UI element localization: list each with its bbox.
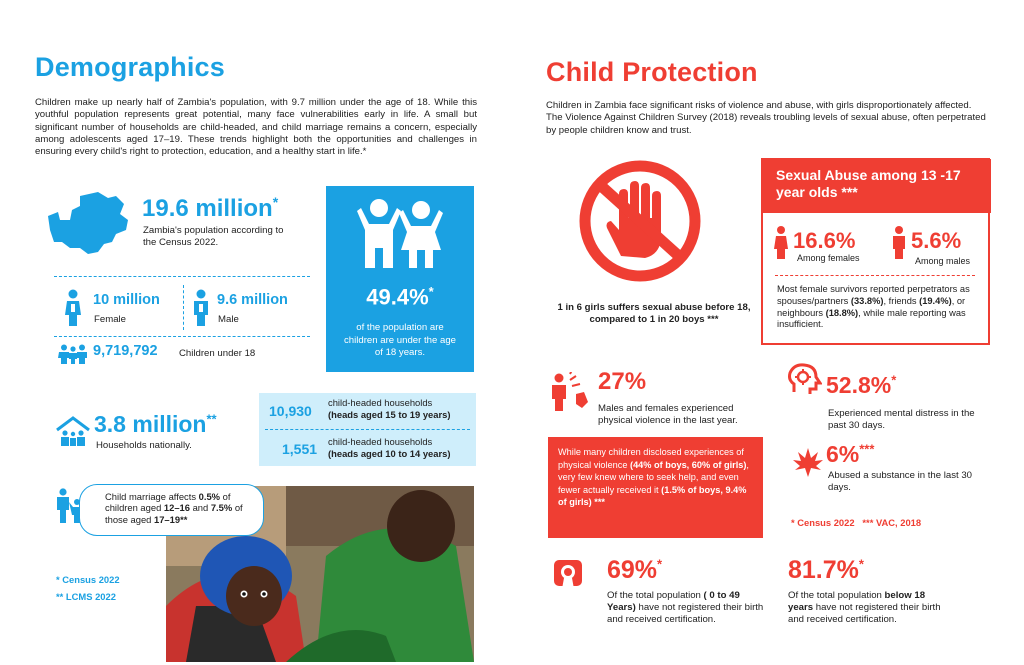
perp-p3: (18.8%) [825, 307, 859, 318]
certificate-icon [552, 556, 588, 592]
perpetrators-text [777, 284, 983, 331]
population-stat [142, 194, 278, 223]
perp-a: Most female survivors reported perpetrators as spouses/partners [777, 284, 970, 306]
help-d: (1.5% of boys, 9.4% of girls) *** [558, 484, 747, 508]
marriage-text-a: Child marriage affects [105, 491, 199, 502]
marriage-age-b: 12–16 [163, 502, 190, 514]
physical-value: 27% [598, 368, 647, 395]
sexual-abuse-panel [761, 158, 990, 345]
help-a: While many children disclosed experiences of physical violence [558, 447, 744, 470]
mental-stat [826, 372, 896, 399]
marriage-text-b: of children aged [105, 491, 231, 514]
marriage-pct-a: 0.5% [198, 491, 220, 502]
female-abuse-label: Among females [797, 253, 860, 263]
share-caption: of the population are children are under the age of 18 years. [343, 322, 456, 358]
mental-mark: * [891, 372, 897, 388]
share-mark: * [428, 284, 434, 299]
child-headed-value-2: 1,551 [282, 441, 318, 457]
perp-p2: (19.4%) [919, 295, 952, 306]
marriage-text-d: of those aged [105, 502, 243, 525]
perp-b: , friends [883, 295, 920, 306]
mental-value: 52.8% [826, 372, 892, 398]
birth-children-caption [788, 590, 948, 627]
demographics-title: Demographics [35, 52, 225, 82]
zambia-map-icon [46, 190, 136, 256]
protection-intro: Children in Zambia face significant risks of violence and abuse, with girls disproportionately affected. The Violence Against Children Survey (2018) reveals troubling levels of sexual abuse, often perpetrated by people children know and trust. [546, 100, 986, 136]
male-abuse-value: 5.6% [911, 228, 962, 253]
male-red-icon [891, 226, 907, 260]
sexual-abuse-title: Sexual Abuse among 13 -17 year olds *** [762, 159, 991, 213]
child-headed-line-2b: (heads aged 10 to 14 years) [328, 448, 451, 459]
birth-all-a: Of the total population [607, 590, 704, 601]
households-caption: Households nationally. [96, 440, 192, 451]
birth-all-mark: * [657, 556, 663, 572]
perp-c: , or neighbours [777, 295, 966, 318]
substance-leaf-icon [792, 446, 824, 478]
population-value: 19.6 million [142, 195, 273, 222]
birth-children-value: 81.7% [788, 556, 859, 584]
marriage-age-d: 17–19** [154, 513, 188, 525]
physical-caption: Males and females experienced physical violence in the last year. [598, 403, 738, 426]
mental-caption: Experienced mental distress in the past 30 days. [828, 408, 975, 431]
male-label: Male [218, 314, 239, 325]
stop-hand-icon [577, 158, 703, 284]
child-headed-panel [259, 393, 476, 466]
mental-distress-icon [786, 362, 822, 398]
child-headed-line-1a: child-headed households [328, 397, 433, 408]
female-abuse-value: 16.6% [793, 228, 856, 253]
child-headed-line-2a: child-headed households [328, 436, 433, 447]
birth-children-a: Of the total population [788, 590, 885, 601]
female-icon [63, 289, 83, 327]
population-caption: Zambia's population according to the Census 2022. [143, 225, 284, 248]
stop-caption: 1 in 6 girls suffers sexual abuse before 18, compared to 1 in 20 boys *** [557, 302, 751, 325]
help-seeking-box [548, 437, 763, 538]
violence-icon [550, 372, 590, 412]
substance-value: 6% [826, 441, 860, 467]
share-stat [326, 284, 474, 310]
substance-caption: Abused a substance in the last 30 days. [828, 470, 973, 493]
male-icon [191, 289, 211, 327]
birth-all-value: 69% [607, 556, 658, 584]
marriage-pct-c: 7.5% [210, 502, 233, 514]
birth-all-c: have not registered their birth and received certification. [607, 602, 764, 626]
children-value: 9,719,792 [93, 343, 158, 359]
child-headed-line-1b: (heads aged 15 to 19 years) [328, 409, 451, 420]
male-abuse-label: Among males [915, 256, 971, 266]
birth-all-caption [607, 590, 767, 627]
help-b: (44% of boys, 60% of girls) [630, 459, 747, 470]
households-mark: ** [206, 411, 217, 427]
household-icon [54, 416, 92, 446]
children-group-icon [58, 344, 88, 364]
demographics-intro: Children make up nearly half of Zambia's population, with 9.7 million under the age of 18. While this youthful population represents great potential, many face vulnerabilities early in life. A small but significant number of households are child-headed, and child marriage remains a concern, especially among adolescents aged 17–19. These trends highlight both the opportunities and challenges in ensuring every child's right to protection, education, and a healthy start in life.* [35, 97, 477, 158]
birth-all-b: ( 0 to 49 Years) [607, 590, 740, 614]
households-stat [94, 411, 217, 438]
households-value: 3.8 million [94, 411, 207, 437]
perp-d: , while male reporting was insufficient. [777, 307, 966, 330]
population-mark: * [272, 194, 279, 210]
substance-mark: *** [859, 441, 875, 457]
footnote-lcms: ** LCMS 2022 [56, 591, 116, 602]
children-label: Children under 18 [179, 348, 256, 359]
birth-all-stat [607, 556, 662, 585]
two-children-icon [357, 198, 443, 270]
female-value: 10 million [93, 292, 160, 308]
footnote-census: * Census 2022 [56, 574, 120, 585]
birth-children-c: have not registered their birth and received certification. [788, 602, 941, 626]
female-label: Female [94, 314, 126, 325]
birth-children-b: below 18 years [788, 590, 926, 614]
child-marriage-callout [79, 484, 264, 536]
child-headed-value-1: 10,930 [269, 403, 312, 419]
protection-sources: * Census 2022 *** VAC, 2018 [791, 517, 922, 528]
share-value: 49.4% [366, 284, 429, 310]
birth-children-stat [788, 556, 864, 585]
birth-children-mark: * [858, 556, 864, 572]
children-share-panel [326, 186, 474, 372]
child-headed-text-2 [328, 436, 450, 460]
male-value: 9.6 million [217, 292, 288, 308]
perp-p1: (33.8%) [850, 295, 884, 306]
marriage-text-c: and [189, 502, 211, 514]
substance-stat [826, 441, 874, 468]
protection-title: Child Protection [546, 57, 758, 87]
child-headed-text-1 [328, 397, 450, 421]
female-red-icon [773, 226, 789, 260]
help-c: , very few knew where to seek help, and even fewer actually received it [558, 459, 749, 495]
